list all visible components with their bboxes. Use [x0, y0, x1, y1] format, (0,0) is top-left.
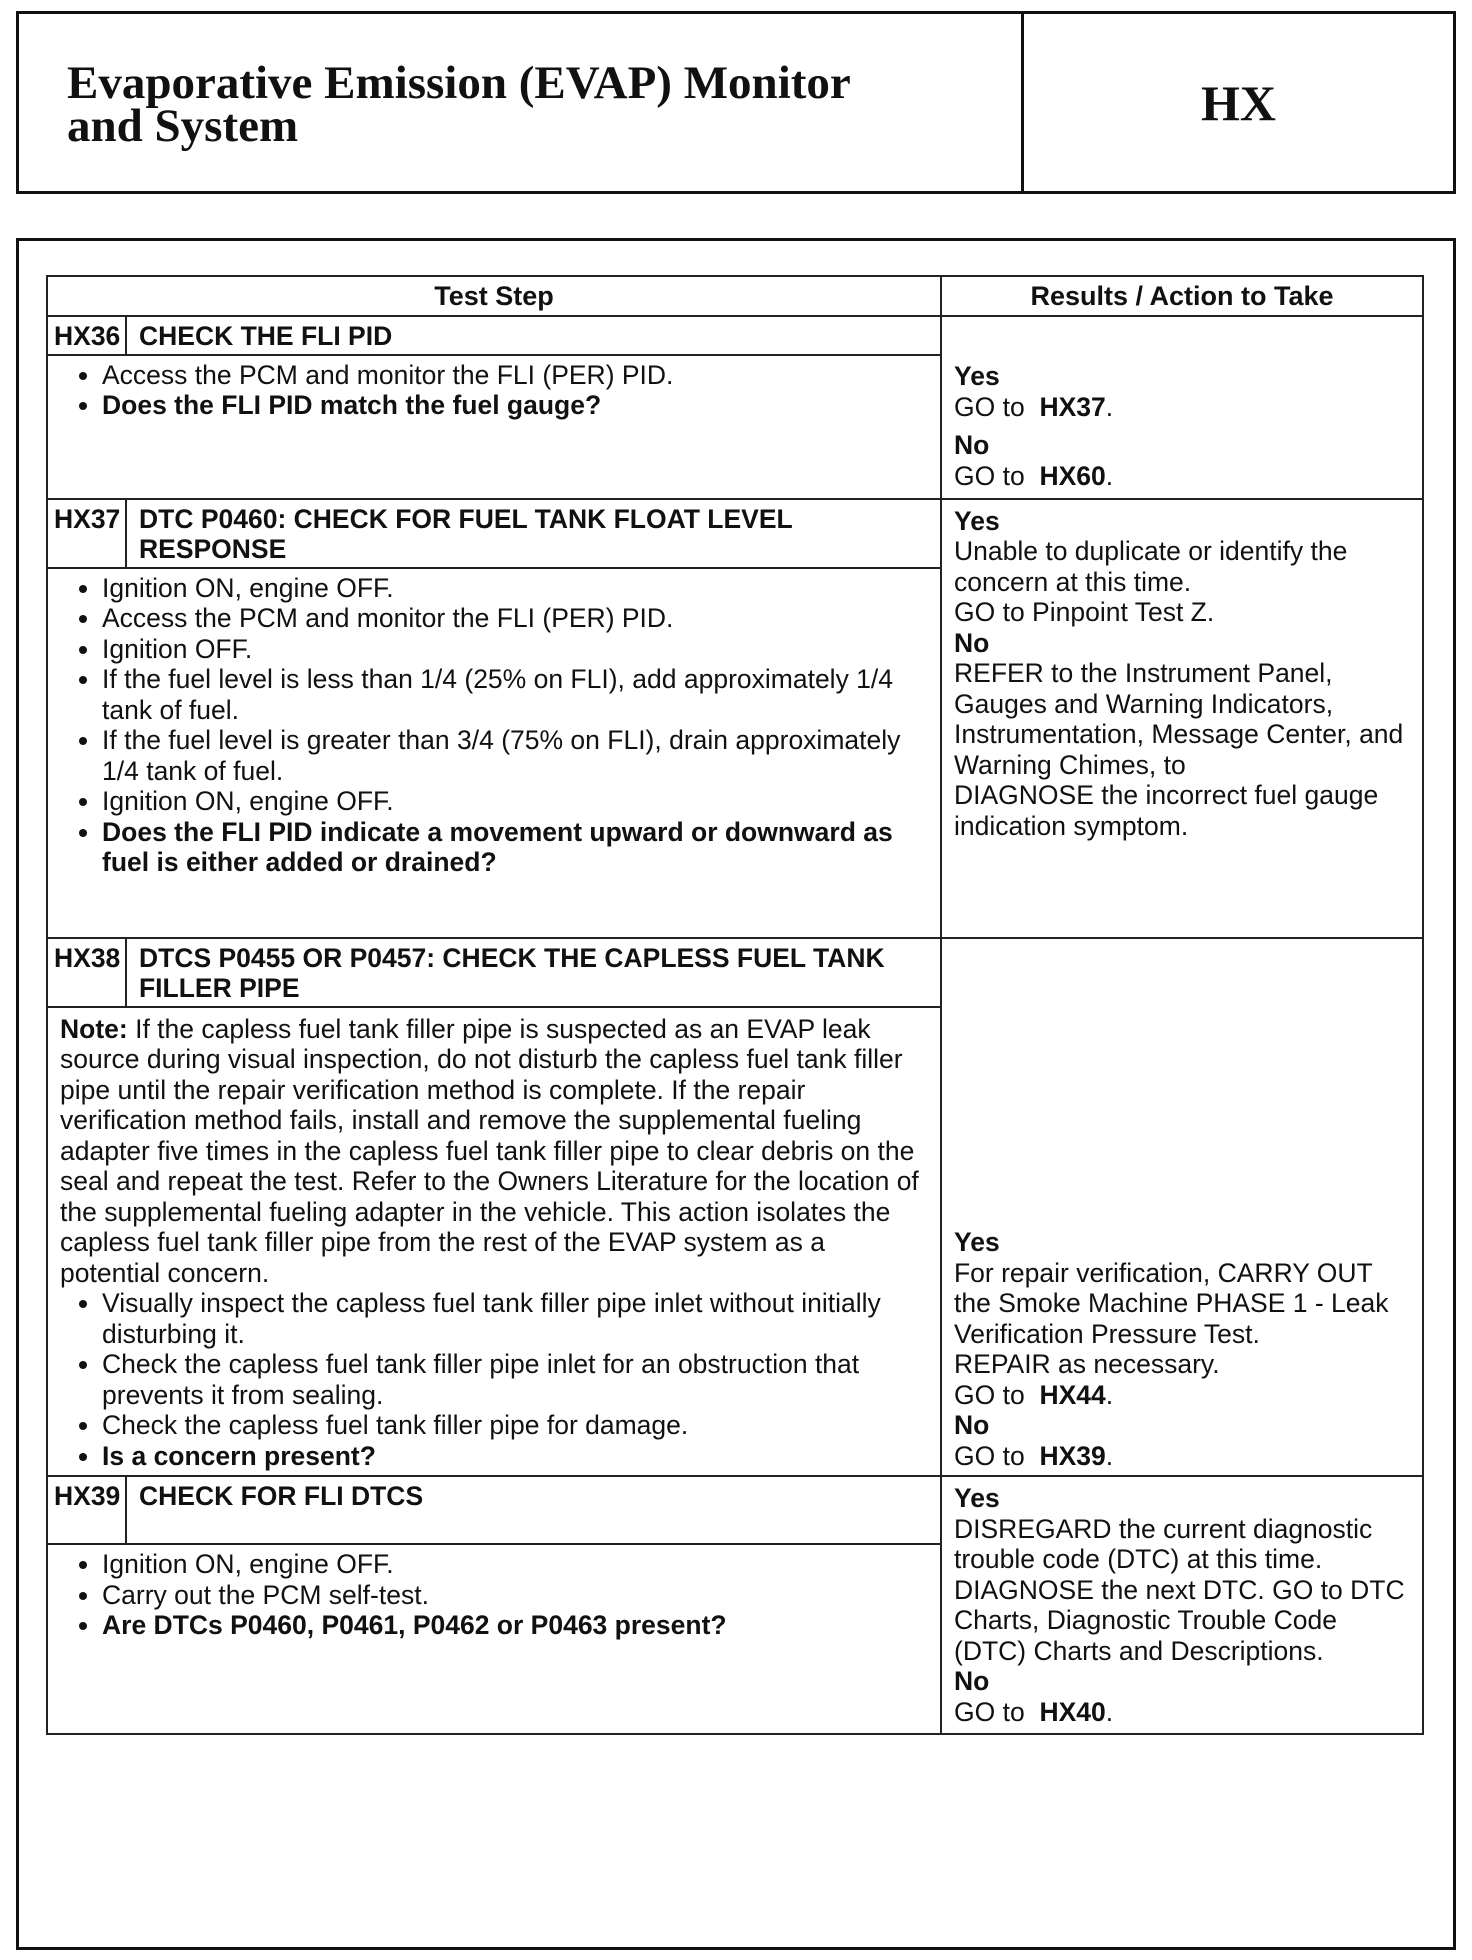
- step-ref: HX39: [1039, 1440, 1106, 1471]
- note-text: If the capless fuel tank filler pipe is suspected as an EVAP leak source during visual inspection, do not disturb the capless fuel tank filler pipe until the repair verification method is complete. If the repair verification method fails, install and remove the supplemental fueling adapter five times in the capless fuel tank filler pipe to clear debris on the seal and repeat the test. Refer to the Owners Literature for the location of the supplemental fueling adapter in the vehicle. This action isolates the capless fuel tank filler pipe from the rest of the EVAP system as a potential concern.: [60, 1013, 919, 1288]
- step-heading: CHECK THE FLI PID: [126, 316, 941, 355]
- yes-label: Yes: [954, 505, 1000, 536]
- step-ref: HX40: [1039, 1696, 1106, 1727]
- step-ref: HX60: [1039, 460, 1106, 491]
- step-body: [47, 1007, 941, 1477]
- step-bullets: [60, 573, 928, 878]
- step-body: [47, 568, 941, 938]
- no-action: GO to HX60.: [954, 460, 1114, 491]
- step-results: [941, 499, 1423, 938]
- no-action-2: DIAGNOSE the incorrect fuel gauge indication symptom.: [954, 780, 1379, 841]
- yes-action: DISREGARD the current diagnostic trouble code (DTC) at this time. DIAGNOSE the next DTC. GO to DTC Charts, Diagnostic Trouble Code (DTC) Charts and Descriptions.: [954, 1513, 1405, 1666]
- yes-action-2: GO to Pinpoint Test Z.: [954, 597, 1215, 627]
- step-results: [941, 938, 1423, 1477]
- step-body: [47, 1544, 941, 1734]
- no-action: REFER to the Instrument Panel, Gauges and Warning Indicators, Instrumentation, Message Center, and Warning Chimes, to: [954, 658, 1404, 780]
- page-title: [19, 14, 1024, 191]
- page-title-line2: and System: [67, 100, 299, 152]
- no-action: GO to HX40.: [954, 1696, 1114, 1727]
- list-item: • Check the capless fuel tank filler pipe inlet for an obstruction that prevents it from sealing.: [102, 1349, 928, 1410]
- list-item: • Access the PCM and monitor the FLI (PER) PID.: [102, 603, 928, 634]
- step-question: • Does the FLI PID indicate a movement upward or downward as fuel is either added or drained?: [102, 817, 928, 878]
- list-item: • Access the PCM and monitor the FLI (PER) PID.: [102, 360, 928, 391]
- no-label: No: [954, 1410, 990, 1440]
- step-id: HX38: [47, 938, 126, 1007]
- note-label: Note:: [60, 1013, 128, 1044]
- yes-action-3: GO to HX44.: [954, 1379, 1114, 1410]
- step-heading-row: [47, 938, 1423, 1007]
- list-item: • If the fuel level is greater than 3/4 (75% on FLI), drain approximately 1/4 tank of fuel.: [102, 725, 928, 786]
- list-item: • If the fuel level is less than 1/4 (25% on FLI), add approximately 1/4 tank of fuel.: [102, 664, 928, 725]
- yes-action: GO to HX37.: [954, 391, 1114, 422]
- diagnostic-table: [46, 275, 1424, 1735]
- step-note: [60, 1014, 928, 1289]
- yes-label: Yes: [954, 361, 1000, 391]
- yes-label: Yes: [954, 1227, 1000, 1257]
- page-title-line1: Evaporative Emission (EVAP) Monitor: [67, 57, 851, 109]
- list-item: • Ignition OFF.: [102, 634, 928, 665]
- list-item: • Ignition ON, engine OFF.: [102, 1549, 928, 1580]
- step-heading: DTC P0460: CHECK FOR FUEL TANK FLOAT LEVEL RESPONSE: [126, 499, 941, 568]
- step-question: • Does the FLI PID match the fuel gauge?: [102, 390, 928, 421]
- no-label: No: [954, 1666, 990, 1696]
- list-item: • Check the capless fuel tank filler pipe for damage.: [102, 1410, 928, 1441]
- yes-label: Yes: [954, 1483, 1000, 1513]
- step-ref: HX37: [1039, 391, 1106, 422]
- list-item: • Ignition ON, engine OFF.: [102, 573, 928, 604]
- step-question: • Are DTCs P0460, P0461, P0462 or P0463 present?: [102, 1610, 928, 1641]
- list-item: • Visually inspect the capless fuel tank filler pipe inlet without initially disturbing it.: [102, 1288, 928, 1349]
- yes-action-2: REPAIR as necessary.: [954, 1349, 1220, 1379]
- step-results: [941, 1476, 1423, 1734]
- step-body: [47, 355, 941, 499]
- list-item: • Ignition ON, engine OFF.: [102, 786, 928, 817]
- step-bullets: [60, 1549, 928, 1641]
- page-header: [16, 11, 1456, 194]
- step-id: HX39: [47, 1476, 126, 1544]
- step-bullets: [60, 1288, 928, 1471]
- step-heading: CHECK FOR FLI DTCS: [126, 1476, 941, 1544]
- step-heading-row: [47, 316, 1423, 355]
- col-header-results: Results / Action to Take: [941, 276, 1423, 316]
- step-ref: HX44: [1039, 1379, 1106, 1410]
- step-bullets: [60, 360, 928, 421]
- section-code: HX: [1201, 74, 1276, 131]
- step-heading-row: [47, 499, 1423, 568]
- step-heading-row: [47, 1476, 1423, 1544]
- no-label: No: [954, 627, 990, 658]
- list-item: • Carry out the PCM self-test.: [102, 1580, 928, 1611]
- step-id: HX36: [47, 316, 126, 355]
- yes-action: For repair verification, CARRY OUT the Smoke Machine PHASE 1 - Leak Verification Pressure Test.: [954, 1257, 1389, 1349]
- step-question: • Is a concern present?: [102, 1441, 928, 1472]
- no-action: GO to HX39.: [954, 1440, 1114, 1471]
- step-results: [941, 316, 1423, 499]
- table-header-row: [47, 276, 1423, 316]
- step-heading: DTCS P0455 OR P0457: CHECK THE CAPLESS FUEL TANK FILLER PIPE: [126, 938, 941, 1007]
- step-id: HX37: [47, 499, 126, 568]
- no-label: No: [954, 430, 990, 460]
- yes-action: Unable to duplicate or identify the concern at this time.: [954, 536, 1348, 597]
- col-header-test-step: Test Step: [47, 276, 941, 316]
